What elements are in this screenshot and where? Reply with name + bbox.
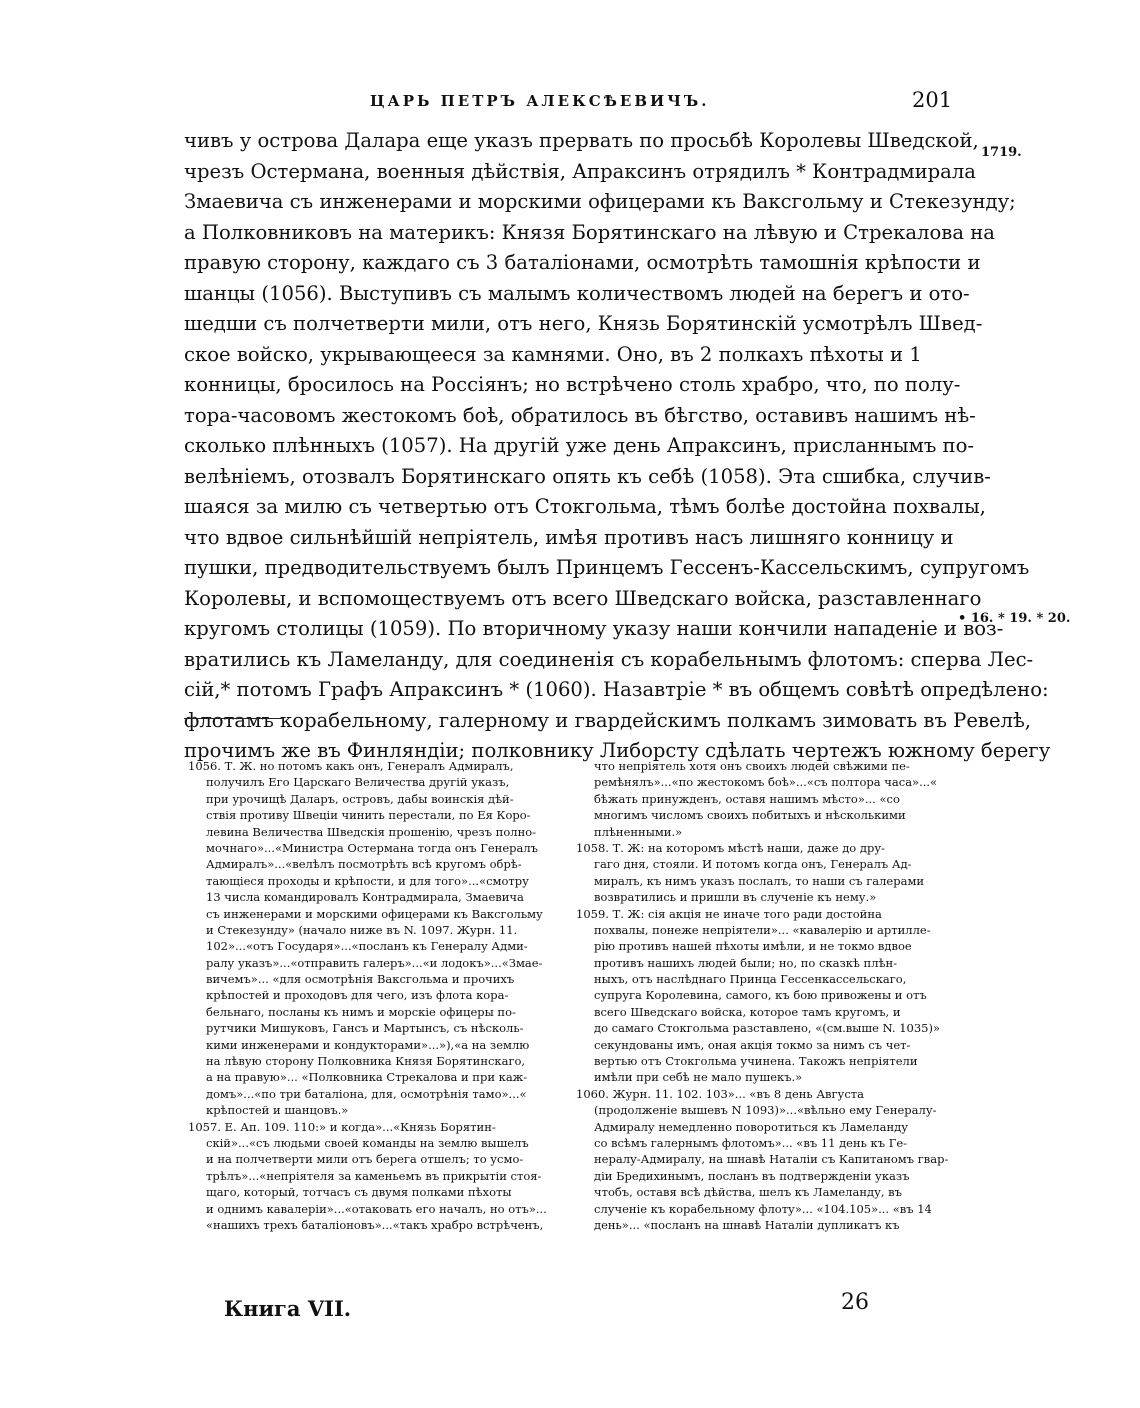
footnote-line: плѣненными.»: [594, 824, 683, 839]
footnote-line: (продолженіе вышевъ N 1093)»...«вѣльно ему Генералу-: [594, 1103, 937, 1118]
text-line: велѣніемъ, отозвалъ Борятинскаго опять къ себѣ (1058). Эта сшибка, случив-: [184, 464, 991, 488]
footnote-line: противъ нашихъ людей были; но, по сказкѣ плѣн-: [594, 955, 897, 970]
footnote-line: и на полчетверти мили отъ берега отшелъ; то усмо-: [206, 1152, 524, 1167]
footnotes-right-column: [576, 758, 976, 1233]
footnote-line: кими инженерами и кондукторами»...»),«а на землю: [206, 1037, 530, 1052]
margin-note-year: 1719.: [981, 145, 1022, 160]
footnote-line: крѣпостей и проходовъ для чего, изъ флота кора-: [206, 988, 509, 1003]
footnote-line: 1059. Т. Ж: сія акція не иначе того ради достойна: [576, 906, 882, 921]
footnote-line: крѣпостей и шанцовъ.»: [206, 1103, 349, 1118]
footnote-line: что непріятель хотя онъ своихъ людей свѣжими пе-: [594, 759, 910, 773]
footnote-line: щаго, который, тотчасъ съ двумя полками пѣхоты: [206, 1185, 512, 1200]
text-line: шедши съ полчетверти мили, отъ него, Князь Борятинскій усмотрѣлъ Швед-: [184, 312, 983, 335]
footnote-line: вичемъ»... «для осмотрѣнія Ваксгольма и прочихъ: [206, 972, 515, 987]
footnote-line: 1057. Е. Ап. 109. 110:» и когда»...«Князь Борятин-: [188, 1119, 496, 1134]
footnote-line: 1058. Т. Ж: на которомъ мѣстѣ наши, даже до дру-: [576, 840, 885, 855]
page-number: 201: [912, 88, 953, 112]
signature-number: 26: [841, 1290, 869, 1315]
footnote-line: рутчики Мишуковъ, Гансъ и Мартынсъ, съ нѣсколь-: [206, 1021, 524, 1036]
footnote-line: на лѣвую сторону Полковника Князя Борятинскаго,: [206, 1054, 526, 1069]
footnote-line: похвалы, понеже непріятели»... «кавалерію и артилле-: [594, 922, 931, 937]
footnote-line: вертью отъ Стокгольма учинена. Такожъ непріятели: [594, 1054, 918, 1069]
footnote-line: а на правую»... «Полковника Стрекалова и при каж-: [206, 1070, 528, 1085]
footnote-line: возвратились и пришли въ слученіе къ нему.»: [594, 890, 877, 905]
footnote-line: діи Бредихинымъ, посланъ въ подтвержденіи указъ: [594, 1168, 910, 1183]
footnote-line: супруга Королевина, самого, къ бою привожены и отъ: [594, 988, 927, 1003]
text-line: правую сторону, каждаго съ 3 баталіонами, осмотрѣть тамошнія крѣпости и: [184, 251, 981, 274]
footnote-line: слученіе къ корабельному флоту»... «104.105»... «въ 14: [594, 1201, 932, 1216]
text-line: а Полковниковъ на материкъ: Князя Борятинскаго на лѣвую и Стрекалова на: [184, 220, 995, 244]
footnote-line: домъ»...«по три баталіона, для, осмотрѣнія тамо»...«: [206, 1086, 527, 1101]
footnote-line: левина Величества Шведскія прошенію, чрезъ полно-: [206, 824, 537, 839]
footnote-line: до самаго Стокгольма разставлено, «(см.выше N. 1035)»: [594, 1021, 941, 1036]
text-line: ское войско, укрывающееся за камнями. Оно, въ 2 полкахъ пѣхоты и 1: [184, 342, 922, 366]
text-line: флотамъ корабельному, галерному и гвардейскимъ полкамъ зимовать въ Ревелѣ,: [184, 708, 1032, 732]
text-line: сій,* потомъ Графъ Апраксинъ * (1060). Назавтріе * въ общемъ совѣтѣ опредѣлено:: [184, 678, 1049, 701]
text-line: вратились къ Ламеланду, для соединенія съ корабельнымъ флотомъ: сперва Лес-: [184, 647, 1034, 671]
footnote-line: ствія противу Швеціи чинить перестали, по Ея Коро-: [206, 808, 531, 823]
footnote-line: Адмиралъ»...«велѣлъ посмотрѣть всѣ кругомъ обрѣ-: [206, 857, 522, 872]
text-line: прочимъ же въ Финляндіи; полковнику Либорсту сдѣлать чертежъ южному берегу: [184, 739, 1051, 762]
footnote-line: гаго дня, стояли. И потомъ когда онъ, Генералъ Ад-: [594, 857, 912, 872]
text-line: чивъ у острова Далара еще указъ прервать по просьбѣ Королевы Шведской,: [184, 129, 979, 152]
text-line: кругомъ столицы (1059). По вторичному указу наши кончили нападеніе и воз-: [184, 617, 1004, 640]
footnote-line: многимъ числомъ своихъ побитыхъ и нѣсколькими: [594, 808, 906, 823]
text-line: Змаевича съ инженерами и морскими офицерами къ Ваксгольму и Стекезунду;: [184, 190, 1016, 213]
footnote-line: ралу указъ»...«отправить галеръ»...«и лодокъ»...«Змае-: [206, 955, 543, 970]
footnote-line: всего Шведскаго войска, которое тамъ кругомъ, и: [594, 1004, 901, 1019]
footnote-line: трѣлъ»...«непріятеля за каменьемъ въ прикрытіи стоя-: [206, 1168, 542, 1183]
text-line: конницы, бросилось на Россіянъ; но встрѣчено столь храбро, что, по полу-: [184, 373, 961, 396]
footnote-line: тающіеся проходы и крѣпости, и для того»...«смотру: [206, 873, 529, 888]
text-line: шанцы (1056). Выступивъ съ малымъ количествомъ людей на берегъ и ото-: [184, 281, 970, 305]
text-line: шаяся за милю съ четвертью отъ Стокгольма, тѣмъ болѣе достойна похвалы,: [184, 495, 986, 518]
footnote-divider: [184, 718, 282, 719]
footnote-line: секундованы имъ, оная акція токмо за нимъ съ чет-: [594, 1037, 911, 1052]
footnote-line: ныхъ, отъ наслѣднаго Принца Гессенкассельскаго,: [594, 972, 907, 987]
text-line: пушки, предводительствуемъ былъ Принцемъ Гессенъ-Кассельскимъ, супругомъ: [184, 556, 1030, 579]
footnote-line: бельнаго, посланы къ нимъ и морскіе офицеры по-: [206, 1004, 516, 1019]
margin-note-dates: • 16. * 19. * 20.: [958, 611, 1071, 626]
footnote-line: бѣжать принужденъ, оставя нашимъ мѣсто»... «со: [594, 791, 900, 806]
footnote-line: получилъ Его Царскаго Величества другій указъ,: [206, 775, 510, 790]
footnote-line: 1060. Журн. 11. 102. 103»... «въ 8 день Августа: [576, 1086, 864, 1101]
footnote-line: 13 числа командировалъ Контрадмирала, Змаевича: [206, 890, 524, 905]
footnote-line: и однимъ кавалеріи»...«отаковать его началъ, но отъ»...: [206, 1201, 547, 1216]
footnote-line: со всѣмъ галернымъ флотомъ»... «въ 11 день къ Ге-: [594, 1135, 908, 1150]
footnote-line: мочнаго»...«Министра Остермана тогда онъ Генералъ: [206, 840, 538, 855]
footnote-line: 102»...«отъ Государя»...«посланъ къ Генералу Адми-: [206, 939, 528, 954]
book-label: Книга VII.: [224, 1296, 352, 1321]
footnote-line: съ инженерами и морскими офицерами къ Ваксгольму: [206, 906, 543, 921]
footnote-line: миралъ, къ нимъ указъ послалъ, то наши съ галерами: [594, 873, 925, 888]
footnote-line: имѣли при себѣ не мало пушекъ.»: [594, 1070, 803, 1085]
footnote-line: день»... «посланъ на шнавѣ Наталіи дупликатъ къ: [594, 1217, 900, 1232]
text-line: Королевы, и вспомоществуемъ отъ всего Шведскаго войска, разставленнаго: [184, 586, 982, 610]
footnotes-left-column: [188, 758, 583, 1233]
text-line: сколько плѣнныхъ (1057). На другій уже день Апраксинъ, присланнымъ по-: [184, 434, 975, 457]
running-title: ЦАРЬ ПЕТРЪ АЛЕКСѢЕВИЧЪ.: [370, 92, 710, 110]
footnote-line: «нашихъ трехъ баталіоновъ»...«такъ храбро встрѣченъ,: [206, 1217, 544, 1232]
text-line: чрезъ Остермана, военныя дѣйствія, Апраксинъ отрядилъ * Контрадмирала: [184, 159, 976, 183]
footnote-line: скій»...«съ людьми своей команды на землю вышелъ: [206, 1135, 529, 1150]
text-line: тора-часовомъ жестокомъ боѣ, обратилось въ бѣгство, оставивъ нашимъ нѣ-: [184, 403, 976, 427]
footnote-line: при урочищѣ Даларъ, островъ, дабы воинскія дѣй-: [206, 791, 514, 806]
footnote-line: 1056. Т. Ж. но потомъ какъ онъ, Генералъ Адмиралъ,: [188, 759, 514, 773]
footnote-line: ремѣнялъ»...«по жестокомъ боѣ»...«съ полтора часа»...«: [594, 775, 938, 790]
footnote-line: нералу-Адмиралу, на шнавѣ Наталіи съ Капитаномъ гвар-: [594, 1152, 949, 1167]
footnote-line: Адмиралу немедленно поворотиться къ Ламеланду: [594, 1119, 908, 1134]
footnote-line: рію противъ нашей пѣхоты имѣли, и не токмо вдвое: [594, 939, 912, 954]
footnote-line: чтобъ, оставя всѣ дѣйства, шелъ къ Ламеланду, въ: [594, 1185, 902, 1200]
footnote-line: и Стекезунду» (начало ниже въ N. 1097. Журн. 11.: [206, 922, 518, 937]
text-line: что вдвое сильнѣйшій непріятель, имѣя противъ насъ лишняго конницу и: [184, 525, 954, 549]
